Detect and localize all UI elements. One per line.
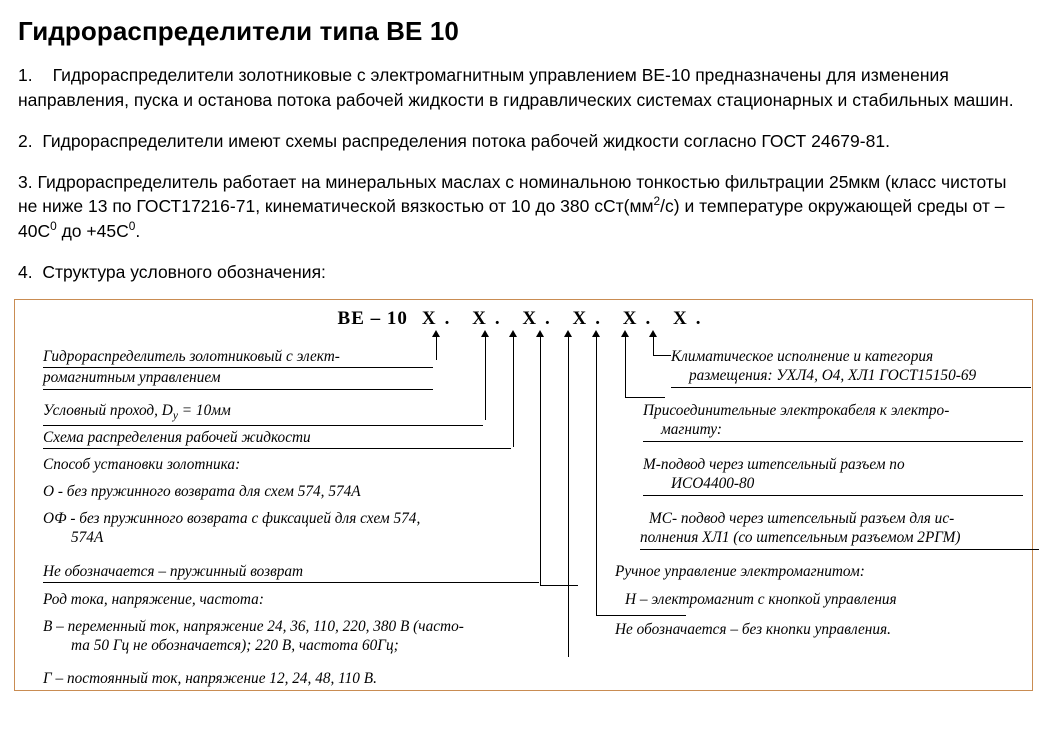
arrow-icon-4 [536, 330, 544, 337]
left-label-7: Не обозначается – пружинный возврат [43, 562, 539, 584]
left-label-6 [43, 509, 541, 548]
left-label-2 [43, 401, 483, 426]
right-label-6: Н – электромагнит с кнопкой управления [625, 590, 897, 608]
left-label-6-line1: ОФ - без пружинного возврата с фиксацией для схем 574, [43, 509, 421, 527]
arrow-icon-5 [564, 330, 572, 337]
connector-line-l2 [485, 337, 486, 420]
document-page [0, 16, 1047, 753]
right-label-1 [671, 347, 1031, 388]
left-label-9 [43, 617, 571, 656]
left-label-6-line2: 574А [71, 529, 104, 547]
arrow-icon-2 [481, 330, 489, 337]
paragraph-3-sup-2: 0 [50, 219, 57, 234]
designation-code [15, 308, 1032, 330]
connector-tail-l4 [540, 585, 578, 586]
left-label-2-tail: = 10мм [177, 401, 231, 419]
arrow-icon-1 [432, 330, 440, 337]
left-label-5: О - без пружинного возврата для схем 574, 574А [43, 482, 361, 500]
document-body [18, 63, 1029, 285]
paragraph-4 [18, 260, 1029, 285]
right-label-4-line2: полнения ХЛ1 (со штепсельным разъемом 2РГМ) [640, 528, 1039, 550]
left-label-9-line2: та 50 Гц не обозначается); 220 В, частота 60Гц; [71, 637, 399, 655]
page-title: Гидрораспределители типа ВЕ 10 [18, 16, 459, 46]
connector-line-l3 [513, 337, 514, 447]
designation-structure-box [14, 299, 1033, 691]
code-prefix: ВЕ – 10 [337, 307, 408, 329]
paragraph-4-text: Структура условного обозначения: [42, 262, 326, 283]
right-label-3 [643, 455, 1023, 496]
right-label-1-line2: размещения: УХЛ4, О4, ХЛ1 ГОСТ15150-69 [671, 366, 1031, 388]
left-label-1-line2: ромагнитным управлением [43, 368, 433, 390]
connector-tail-r2 [625, 397, 665, 398]
code-positions: Х. Х. Х. Х. Х. Х. [421, 307, 710, 329]
right-label-4-line1: МС- подвод через штепсельный разъем для ис- [649, 509, 955, 527]
right-label-3-line2: ИСО4400-80 [643, 474, 1023, 496]
right-label-2-line2: магниту: [643, 420, 1023, 442]
connector-tail-r1 [596, 615, 686, 616]
left-label-10: Г – постоянный ток, напряжение 12, 24, 48, 110 В. [43, 669, 377, 687]
left-label-4: Способ установки золотника: [43, 455, 241, 473]
left-label-9-line1: В – переменный ток, напряжение 24, 36, 110, 220, 380 В (часто- [43, 617, 464, 635]
left-label-2-sub: у [172, 409, 178, 422]
paragraph-3-text-part1: Гидрораспределитель работает на минеральных маслах с номинальною тонкостью фильтрации 25мкм (класс чистоты не ниже 13 по ГОСТ17216-71, кинематической вязкостью от 10 до 380 сСт(мм [18, 171, 1007, 217]
right-label-2-line1: Присоединительные электрокабеля к электро- [643, 401, 950, 419]
paragraph-3-sup-3: 0 [128, 219, 136, 234]
paragraph-3 [18, 170, 1029, 245]
paragraph-3-sup-1: 2 [653, 194, 661, 209]
arrow-icon-3 [509, 330, 517, 337]
left-label-1 [43, 347, 433, 390]
paragraph-3-number: 3. [18, 171, 33, 192]
right-label-7: Не обозначается – без кнопки управления. [615, 620, 891, 638]
paragraph-4-number: 4. [18, 262, 33, 283]
connector-line-r2 [625, 337, 626, 397]
left-label-3: Схема распределения рабочей жидкости [43, 428, 511, 450]
left-label-8: Род тока, напряжение, частота: [43, 590, 264, 608]
paragraph-2 [18, 129, 1029, 154]
connector-line-r1 [596, 337, 597, 615]
paragraph-1-number: 1. [18, 65, 33, 85]
connector-line-l1 [436, 337, 437, 360]
paragraph-3-text-part4: . [135, 221, 141, 242]
paragraph-3-text-part3: до +45С [56, 221, 129, 242]
connector-line-r3 [653, 337, 654, 355]
paragraph-1 [18, 63, 1029, 113]
left-label-2-text: Условный проход, D [43, 401, 173, 419]
arrow-icon-7 [621, 330, 629, 337]
paragraph-2-number: 2. [18, 130, 33, 151]
right-label-3-line1: М-подвод через штепсельный разъем по [643, 455, 905, 473]
paragraph-1-text: Гидрораспределители золотниковые с электромагнитным управлением ВЕ-10 предназначены для изменения направления, пуска и останова потока рабочей жидкости в гидравлических системах стационарных и стабильных машин. [18, 65, 1014, 110]
arrow-icon-8 [649, 330, 657, 337]
right-label-2 [643, 401, 1023, 442]
right-label-5: Ручное управление электромагнитом: [615, 562, 865, 580]
connector-line-l5 [568, 337, 569, 657]
right-label-4 [640, 509, 1039, 550]
paragraph-2-text: Гидрораспределители имеют схемы распределения потока рабочей жидкости согласно ГОСТ 24679-81. [42, 130, 890, 151]
right-label-1-line1: Климатическое исполнение и категория [671, 347, 934, 365]
arrow-icon-6 [592, 330, 600, 337]
paragraph-3-text-part2: /с) и температуре окружающей среды от –40С [18, 196, 1005, 242]
left-label-1-line1: Гидрораспределитель золотниковый с элект- [43, 347, 433, 369]
connector-tail-r3 [653, 355, 671, 356]
